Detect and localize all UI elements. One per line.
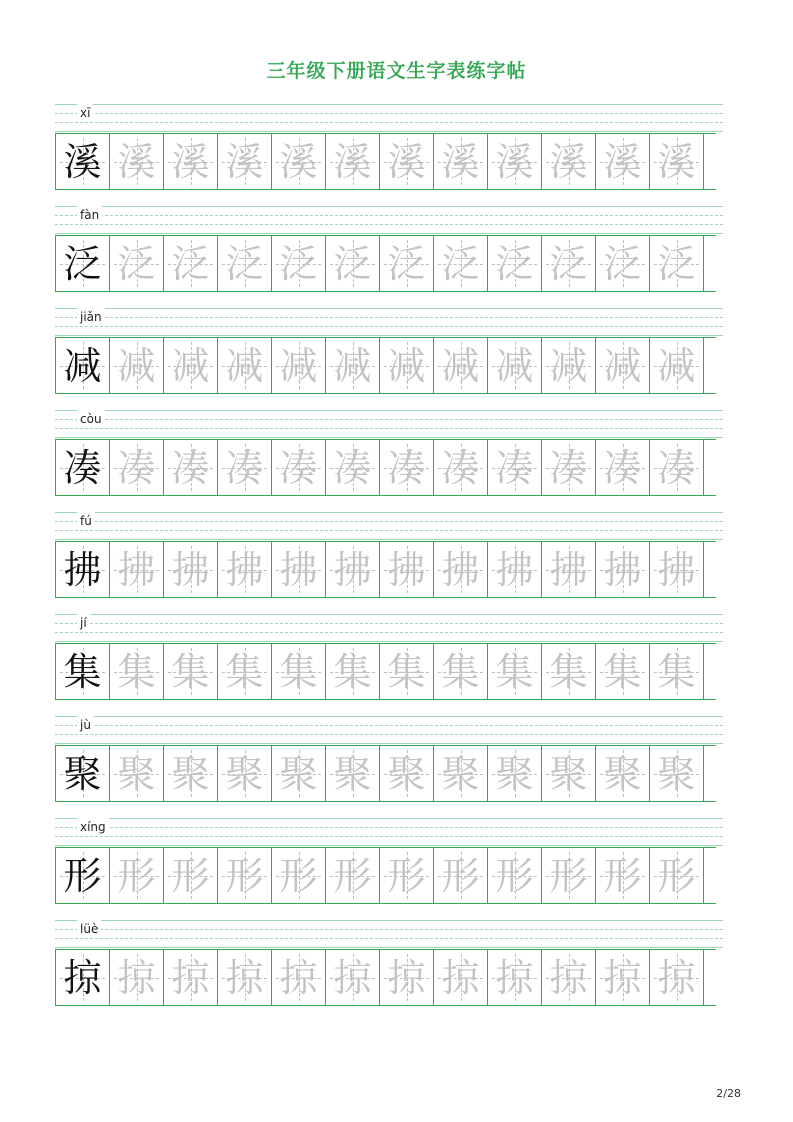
trace-character: 集: [549, 649, 588, 694]
model-character: 聚: [63, 751, 102, 796]
pinyin-guide-line: [55, 233, 723, 234]
character-cell[interactable]: [110, 542, 164, 597]
pinyin-guide-line: [55, 104, 723, 105]
pinyin-guide-line: [55, 317, 723, 318]
character-cell[interactable]: [650, 338, 704, 393]
character-cell[interactable]: [110, 950, 164, 1005]
character-grid: [55, 541, 716, 598]
character-cell[interactable]: [488, 338, 542, 393]
character-cell[interactable]: [164, 338, 218, 393]
trace-character: 拂: [279, 547, 318, 592]
trace-character: 形: [117, 853, 156, 898]
character-cell[interactable]: [596, 338, 650, 393]
character-cell[interactable]: [542, 542, 596, 597]
model-character: 掠: [63, 955, 102, 1000]
trace-character: 掠: [603, 955, 642, 1000]
pinyin-band: [55, 916, 723, 949]
trace-character: 形: [333, 853, 372, 898]
pinyin-guide-line: [55, 929, 723, 930]
character-cell[interactable]: [218, 236, 272, 291]
pinyin-guide-line: [55, 224, 723, 225]
character-cell[interactable]: [434, 542, 488, 597]
pinyin-guide-line: [55, 428, 723, 429]
trace-character: 拂: [657, 547, 696, 592]
character-cell[interactable]: [488, 134, 542, 189]
trace-character: 掠: [387, 955, 426, 1000]
pinyin-text: jiǎn: [77, 308, 105, 326]
trace-character: 掠: [225, 955, 264, 1000]
practice-row: [55, 916, 723, 1018]
pinyin-guide-line: [55, 437, 723, 438]
character-cell[interactable]: [272, 848, 326, 903]
trace-character: 凑: [225, 445, 264, 490]
trace-character: 溪: [279, 139, 318, 184]
trace-character: 掠: [495, 955, 534, 1000]
character-cell[interactable]: [434, 848, 488, 903]
trace-character: 减: [441, 343, 480, 388]
trace-character: 掠: [657, 955, 696, 1000]
character-cell[interactable]: [326, 440, 380, 495]
trace-character: 聚: [387, 751, 426, 796]
character-cell[interactable]: [650, 134, 704, 189]
trace-character: 泛: [225, 241, 264, 286]
character-grid: [55, 847, 716, 904]
trace-character: 拂: [603, 547, 642, 592]
practice-row: [55, 712, 723, 814]
pinyin-guide-line: [55, 920, 723, 921]
practice-row: [55, 202, 723, 304]
trace-character: 聚: [117, 751, 156, 796]
practice-row: [55, 508, 723, 610]
trace-character: 形: [279, 853, 318, 898]
pinyin-guide-line: [55, 539, 723, 540]
trace-character: 溪: [657, 139, 696, 184]
pinyin-guide-line: [55, 122, 723, 123]
character-cell[interactable]: [650, 236, 704, 291]
trace-character: 减: [387, 343, 426, 388]
trace-character: 集: [171, 649, 210, 694]
character-cell[interactable]: [650, 950, 704, 1005]
trace-character: 形: [657, 853, 696, 898]
character-cell[interactable]: [380, 746, 434, 801]
character-cell[interactable]: [650, 746, 704, 801]
character-cell[interactable]: [110, 134, 164, 189]
character-cell[interactable]: [326, 848, 380, 903]
character-cell[interactable]: [650, 542, 704, 597]
trace-character: 掠: [279, 955, 318, 1000]
trace-character: 拂: [171, 547, 210, 592]
trace-character: 聚: [171, 751, 210, 796]
character-cell[interactable]: [488, 644, 542, 699]
character-cell[interactable]: [164, 134, 218, 189]
trace-character: 减: [657, 343, 696, 388]
trace-character: 泛: [495, 241, 534, 286]
trace-character: 聚: [333, 751, 372, 796]
character-cell[interactable]: [326, 236, 380, 291]
character-cell[interactable]: [650, 644, 704, 699]
trace-character: 泛: [657, 241, 696, 286]
pinyin-guide-line: [55, 725, 723, 726]
character-grid: [55, 133, 716, 190]
trace-character: 凑: [495, 445, 534, 490]
character-cell[interactable]: [56, 542, 110, 597]
character-cell[interactable]: [164, 644, 218, 699]
character-cell[interactable]: [218, 746, 272, 801]
character-cell[interactable]: [380, 236, 434, 291]
pinyin-band: [55, 304, 723, 337]
trace-character: 集: [441, 649, 480, 694]
model-character: 减: [63, 343, 102, 388]
trace-character: 集: [657, 649, 696, 694]
character-cell[interactable]: [596, 236, 650, 291]
character-cell[interactable]: [542, 644, 596, 699]
trace-character: 拂: [117, 547, 156, 592]
character-cell[interactable]: [56, 134, 110, 189]
pinyin-guide-line: [55, 521, 723, 522]
character-cell[interactable]: [542, 338, 596, 393]
character-cell[interactable]: [164, 542, 218, 597]
character-cell[interactable]: [434, 644, 488, 699]
character-cell[interactable]: [434, 338, 488, 393]
trace-character: 减: [549, 343, 588, 388]
page-number: 2/28: [716, 1087, 741, 1100]
pinyin-guide-line: [55, 845, 723, 846]
character-cell[interactable]: [164, 950, 218, 1005]
character-cell[interactable]: [218, 134, 272, 189]
pinyin-band: [55, 712, 723, 745]
practice-row: [55, 100, 723, 202]
character-cell[interactable]: [326, 134, 380, 189]
trace-character: 拂: [333, 547, 372, 592]
trace-character: 溪: [117, 139, 156, 184]
practice-row: [55, 610, 723, 712]
character-cell[interactable]: [164, 746, 218, 801]
character-cell[interactable]: [380, 950, 434, 1005]
trace-character: 聚: [495, 751, 534, 796]
character-cell[interactable]: [488, 542, 542, 597]
trace-character: 集: [117, 649, 156, 694]
character-cell[interactable]: [380, 440, 434, 495]
trace-character: 凑: [657, 445, 696, 490]
trace-character: 拂: [387, 547, 426, 592]
trace-character: 减: [333, 343, 372, 388]
character-cell[interactable]: [542, 950, 596, 1005]
pinyin-guide-line: [55, 308, 723, 309]
model-character: 溪: [63, 139, 102, 184]
character-cell[interactable]: [542, 746, 596, 801]
character-cell[interactable]: [326, 338, 380, 393]
character-cell[interactable]: [110, 236, 164, 291]
trace-character: 集: [279, 649, 318, 694]
character-cell[interactable]: [272, 950, 326, 1005]
pinyin-band: [55, 202, 723, 235]
character-grid: [55, 439, 716, 496]
character-cell[interactable]: [272, 440, 326, 495]
character-cell[interactable]: [164, 440, 218, 495]
character-cell[interactable]: [272, 542, 326, 597]
trace-character: 溪: [333, 139, 372, 184]
trace-character: 溪: [387, 139, 426, 184]
trace-character: 凑: [279, 445, 318, 490]
character-cell[interactable]: [542, 440, 596, 495]
character-cell[interactable]: [110, 746, 164, 801]
pinyin-guide-line: [55, 512, 723, 513]
model-character: 凑: [63, 445, 102, 490]
character-cell[interactable]: [218, 644, 272, 699]
trace-character: 聚: [279, 751, 318, 796]
practice-row: [55, 406, 723, 508]
character-cell[interactable]: [488, 950, 542, 1005]
trace-character: 集: [333, 649, 372, 694]
pinyin-guide-line: [55, 113, 723, 114]
character-cell[interactable]: [56, 848, 110, 903]
trace-character: 聚: [603, 751, 642, 796]
trace-character: 形: [225, 853, 264, 898]
character-cell[interactable]: [650, 440, 704, 495]
trace-character: 泛: [279, 241, 318, 286]
character-cell[interactable]: [380, 542, 434, 597]
pinyin-guide-line: [55, 326, 723, 327]
pinyin-guide-line: [55, 938, 723, 939]
character-cell[interactable]: [434, 950, 488, 1005]
character-cell[interactable]: [56, 746, 110, 801]
character-cell[interactable]: [596, 542, 650, 597]
character-cell[interactable]: [218, 848, 272, 903]
trace-character: 减: [603, 343, 642, 388]
model-character: 形: [63, 853, 102, 898]
character-cell[interactable]: [380, 848, 434, 903]
character-cell[interactable]: [56, 236, 110, 291]
character-cell[interactable]: [218, 440, 272, 495]
pinyin-band: [55, 610, 723, 643]
character-cell[interactable]: [380, 644, 434, 699]
trace-character: 减: [279, 343, 318, 388]
pinyin-text: còu: [77, 410, 105, 428]
trace-character: 泛: [333, 241, 372, 286]
trace-character: 凑: [117, 445, 156, 490]
trace-character: 溪: [603, 139, 642, 184]
trace-character: 聚: [657, 751, 696, 796]
character-cell[interactable]: [272, 338, 326, 393]
trace-character: 掠: [333, 955, 372, 1000]
trace-character: 掠: [549, 955, 588, 1000]
page-title: 三年级下册语文生字表练字帖: [266, 60, 527, 82]
trace-character: 泛: [441, 241, 480, 286]
character-cell[interactable]: [272, 134, 326, 189]
model-character: 泛: [63, 241, 102, 286]
character-cell[interactable]: [326, 644, 380, 699]
trace-character: 溪: [441, 139, 480, 184]
character-cell[interactable]: [326, 746, 380, 801]
trace-character: 减: [171, 343, 210, 388]
pinyin-guide-line: [55, 716, 723, 717]
trace-character: 集: [387, 649, 426, 694]
character-cell[interactable]: [434, 236, 488, 291]
pinyin-guide-line: [55, 632, 723, 633]
pinyin-band: [55, 508, 723, 541]
character-cell[interactable]: [56, 950, 110, 1005]
trace-character: 泛: [549, 241, 588, 286]
trace-character: 减: [225, 343, 264, 388]
model-character: 集: [63, 649, 102, 694]
character-grid: [55, 337, 716, 394]
pinyin-text: jù: [77, 716, 94, 734]
character-cell[interactable]: [488, 440, 542, 495]
trace-character: 形: [495, 853, 534, 898]
trace-character: 溪: [225, 139, 264, 184]
character-cell[interactable]: [434, 440, 488, 495]
character-cell[interactable]: [218, 338, 272, 393]
trace-character: 集: [495, 649, 534, 694]
character-cell[interactable]: [218, 542, 272, 597]
character-cell[interactable]: [272, 746, 326, 801]
trace-character: 凑: [333, 445, 372, 490]
trace-character: 拂: [495, 547, 534, 592]
trace-character: 凑: [441, 445, 480, 490]
character-grid: [55, 745, 716, 802]
character-grid: [55, 235, 716, 292]
pinyin-guide-line: [55, 836, 723, 837]
trace-character: 凑: [549, 445, 588, 490]
character-cell[interactable]: [596, 134, 650, 189]
pinyin-guide-line: [55, 641, 723, 642]
trace-character: 形: [603, 853, 642, 898]
practice-row: [55, 814, 723, 916]
character-cell[interactable]: [110, 338, 164, 393]
trace-character: 拂: [549, 547, 588, 592]
trace-character: 减: [495, 343, 534, 388]
trace-character: 溪: [549, 139, 588, 184]
pinyin-guide-line: [55, 206, 723, 207]
trace-character: 溪: [495, 139, 534, 184]
character-cell[interactable]: [110, 440, 164, 495]
pinyin-text: xíng: [77, 818, 109, 836]
pinyin-guide-line: [55, 335, 723, 336]
character-cell[interactable]: [272, 236, 326, 291]
character-cell[interactable]: [596, 746, 650, 801]
pinyin-guide-line: [55, 623, 723, 624]
pinyin-text: fú: [77, 512, 95, 530]
trace-character: 拂: [225, 547, 264, 592]
character-cell[interactable]: [542, 236, 596, 291]
pinyin-band: [55, 406, 723, 439]
pinyin-guide-line: [55, 614, 723, 615]
pinyin-guide-line: [55, 131, 723, 132]
pinyin-guide-line: [55, 410, 723, 411]
trace-character: 凑: [387, 445, 426, 490]
pinyin-text: jí: [77, 614, 90, 632]
character-cell[interactable]: [488, 848, 542, 903]
character-grid: [55, 949, 716, 1006]
trace-character: 聚: [549, 751, 588, 796]
character-cell[interactable]: [380, 134, 434, 189]
trace-character: 泛: [603, 241, 642, 286]
character-cell[interactable]: [56, 440, 110, 495]
character-cell[interactable]: [326, 950, 380, 1005]
character-cell[interactable]: [164, 236, 218, 291]
character-cell[interactable]: [110, 644, 164, 699]
pinyin-guide-line: [55, 419, 723, 420]
character-cell[interactable]: [434, 134, 488, 189]
trace-character: 形: [441, 853, 480, 898]
character-cell[interactable]: [596, 644, 650, 699]
model-character: 拂: [63, 547, 102, 592]
character-cell[interactable]: [596, 950, 650, 1005]
character-cell[interactable]: [56, 644, 110, 699]
pinyin-guide-line: [55, 947, 723, 948]
pinyin-guide-line: [55, 530, 723, 531]
practice-row: [55, 304, 723, 406]
character-cell[interactable]: [596, 848, 650, 903]
trace-character: 掠: [171, 955, 210, 1000]
trace-character: 集: [603, 649, 642, 694]
trace-character: 聚: [441, 751, 480, 796]
trace-character: 泛: [387, 241, 426, 286]
practice-sheet: [55, 100, 723, 1018]
pinyin-band: [55, 814, 723, 847]
character-cell[interactable]: [488, 746, 542, 801]
trace-character: 泛: [117, 241, 156, 286]
trace-character: 形: [549, 853, 588, 898]
trace-character: 减: [117, 343, 156, 388]
character-cell[interactable]: [542, 134, 596, 189]
trace-character: 掠: [117, 955, 156, 1000]
trace-character: 集: [225, 649, 264, 694]
trace-character: 掠: [441, 955, 480, 1000]
character-cell[interactable]: [542, 848, 596, 903]
trace-character: 凑: [603, 445, 642, 490]
character-cell[interactable]: [56, 338, 110, 393]
trace-character: 泛: [171, 241, 210, 286]
character-cell[interactable]: [272, 644, 326, 699]
character-cell[interactable]: [326, 542, 380, 597]
trace-character: 拂: [441, 547, 480, 592]
trace-character: 形: [387, 853, 426, 898]
pinyin-text: lüè: [77, 920, 101, 938]
character-cell[interactable]: [164, 848, 218, 903]
character-cell[interactable]: [218, 950, 272, 1005]
character-cell[interactable]: [650, 848, 704, 903]
pinyin-guide-line: [55, 215, 723, 216]
pinyin-text: fàn: [77, 206, 102, 224]
character-cell[interactable]: [596, 440, 650, 495]
trace-character: 聚: [225, 751, 264, 796]
pinyin-guide-line: [55, 743, 723, 744]
trace-character: 凑: [171, 445, 210, 490]
pinyin-guide-line: [55, 827, 723, 828]
pinyin-guide-line: [55, 734, 723, 735]
trace-character: 形: [171, 853, 210, 898]
trace-character: 溪: [171, 139, 210, 184]
pinyin-band: [55, 100, 723, 133]
character-cell[interactable]: [488, 236, 542, 291]
character-grid: [55, 643, 716, 700]
pinyin-text: xī: [77, 104, 93, 122]
character-cell[interactable]: [434, 746, 488, 801]
pinyin-guide-line: [55, 818, 723, 819]
character-cell[interactable]: [110, 848, 164, 903]
character-cell[interactable]: [380, 338, 434, 393]
